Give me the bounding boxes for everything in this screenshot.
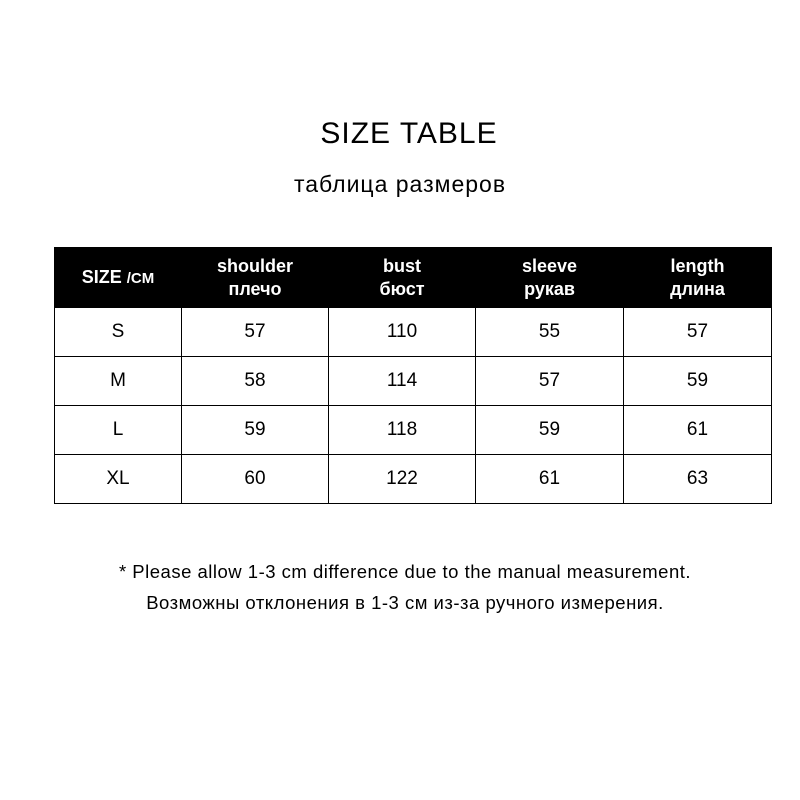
size-cell: L bbox=[55, 406, 182, 455]
header-sleeve bbox=[476, 248, 624, 308]
shoulder-cell: 59 bbox=[182, 406, 329, 455]
header-size-label: SIZE bbox=[81, 266, 122, 287]
header-length-en: length bbox=[670, 255, 725, 276]
header-size bbox=[55, 248, 182, 308]
table-header-row bbox=[55, 248, 772, 308]
header-length bbox=[624, 248, 772, 308]
shoulder-cell: 60 bbox=[182, 455, 329, 504]
size-table bbox=[54, 247, 772, 504]
size-cell: M bbox=[55, 357, 182, 406]
measurement-note-en: * Please allow 1-3 cm difference due to the manual measurement. bbox=[118, 561, 692, 582]
size-cell: XL bbox=[55, 455, 182, 504]
table-row bbox=[55, 357, 772, 406]
bust-cell: 110 bbox=[329, 308, 476, 357]
page-subtitle: таблица размеров bbox=[293, 171, 507, 197]
header-shoulder-en: shoulder bbox=[216, 255, 293, 276]
header-sleeve-ru: рукав bbox=[524, 278, 575, 299]
header-shoulder-ru: плечо bbox=[228, 278, 282, 299]
sleeve-cell: 61 bbox=[476, 455, 624, 504]
table-row bbox=[55, 455, 772, 504]
header-length-ru: длина bbox=[670, 278, 725, 299]
page-title: SIZE TABLE bbox=[320, 117, 498, 150]
length-cell: 61 bbox=[624, 406, 772, 455]
bust-cell: 118 bbox=[329, 406, 476, 455]
shoulder-cell: 58 bbox=[182, 357, 329, 406]
bust-cell: 122 bbox=[329, 455, 476, 504]
sleeve-cell: 59 bbox=[476, 406, 624, 455]
header-sleeve-en: sleeve bbox=[521, 255, 578, 276]
header-bust bbox=[329, 248, 476, 308]
bust-cell: 114 bbox=[329, 357, 476, 406]
sleeve-cell: 57 bbox=[476, 357, 624, 406]
length-cell: 57 bbox=[624, 308, 772, 357]
header-bust-en: bust bbox=[383, 255, 421, 276]
table-row bbox=[55, 406, 772, 455]
header-shoulder bbox=[182, 248, 329, 308]
header-size-unit: /CM bbox=[126, 269, 155, 287]
measurement-note-ru: Возможны отклонения в 1-3 см из-за ручного измерения. bbox=[146, 592, 664, 613]
length-cell: 59 bbox=[624, 357, 772, 406]
length-cell: 63 bbox=[624, 455, 772, 504]
header-bust-ru: бюст bbox=[379, 278, 425, 299]
size-cell: S bbox=[55, 308, 182, 357]
sleeve-cell: 55 bbox=[476, 308, 624, 357]
shoulder-cell: 57 bbox=[182, 308, 329, 357]
table-row bbox=[55, 308, 772, 357]
